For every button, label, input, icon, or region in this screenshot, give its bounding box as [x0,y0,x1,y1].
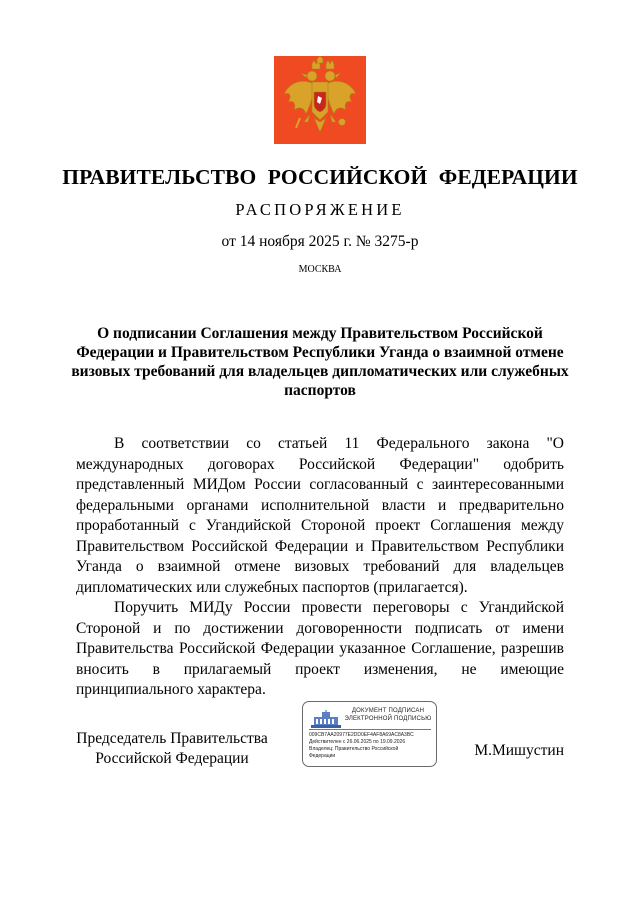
document-subject: О подписании Соглашения между Правительством Российской Федерации и Правительством Республики Уганда о взаимной отмене визовых требований для владельцев дипломатических или служебных паспортов [71,325,569,399]
signature-stamp-title-line: ЭЛЕКТРОННОЙ ПОДПИСЬЮ [344,716,432,722]
certificate-owner: Федерации [309,753,336,759]
signature-stamp-details [309,732,435,760]
document-date-number: от 14 ноября 2025 г. № 3275-р [221,233,419,250]
government-building-icon [311,710,341,728]
document-body [76,434,564,701]
coat-of-arms-icon [274,56,366,144]
government-title: ПРАВИТЕЛЬСТВО РОССИЙСКОЙ ФЕДЕРАЦИИ [62,165,578,189]
signer-position [74,729,270,769]
signer-name: М.Мишустин [474,742,564,759]
certificate-owner: Владелец: Правительство Российской [309,746,399,752]
digital-signature-stamp [302,701,437,767]
signature-stamp-title [341,707,435,723]
signer-position-line: Председатель Правительства [76,730,268,747]
certificate-number: 009CB7AA20977E2DD0EF4AF8A69AC8A3BC [309,732,414,738]
signature-stamp-title-line: ДОКУМЕНТ ПОДПИСАН [351,708,425,714]
document-type: РАСПОРЯЖЕНИЕ [235,200,405,219]
signer-position-line: Российской Федерации [95,750,249,767]
signature-stamp-divider [309,729,431,730]
city: МОСКВА [298,264,342,275]
certificate-validity: Действителен с 26.06.2025 по 19.09.2026 [309,739,406,745]
body-paragraph: В соответствии со статьей 11 Федерального закона "О международных договорах Российской Федерации" одобрить представленный МИДом России согласованный с заинтересованными федеральными органами исполнительной власти и предварительно проработанный с Угандийской Стороной проект Соглашения между Правительством Российской Федерации и Правительством Республики Уганда о взаимной отмене визовых требований для владельцев дипломатических или служебных паспортов (прилагается). [76,435,564,596]
body-paragraph: Поручить МИДу России провести переговоры с Угандийской Стороной и по достижении договоренности подписать от имени Правительства Российской Федерации указанное Соглашение, разрешив вносить в прилагаемый проект изменения, не имеющие принципиального характера. [76,599,564,698]
